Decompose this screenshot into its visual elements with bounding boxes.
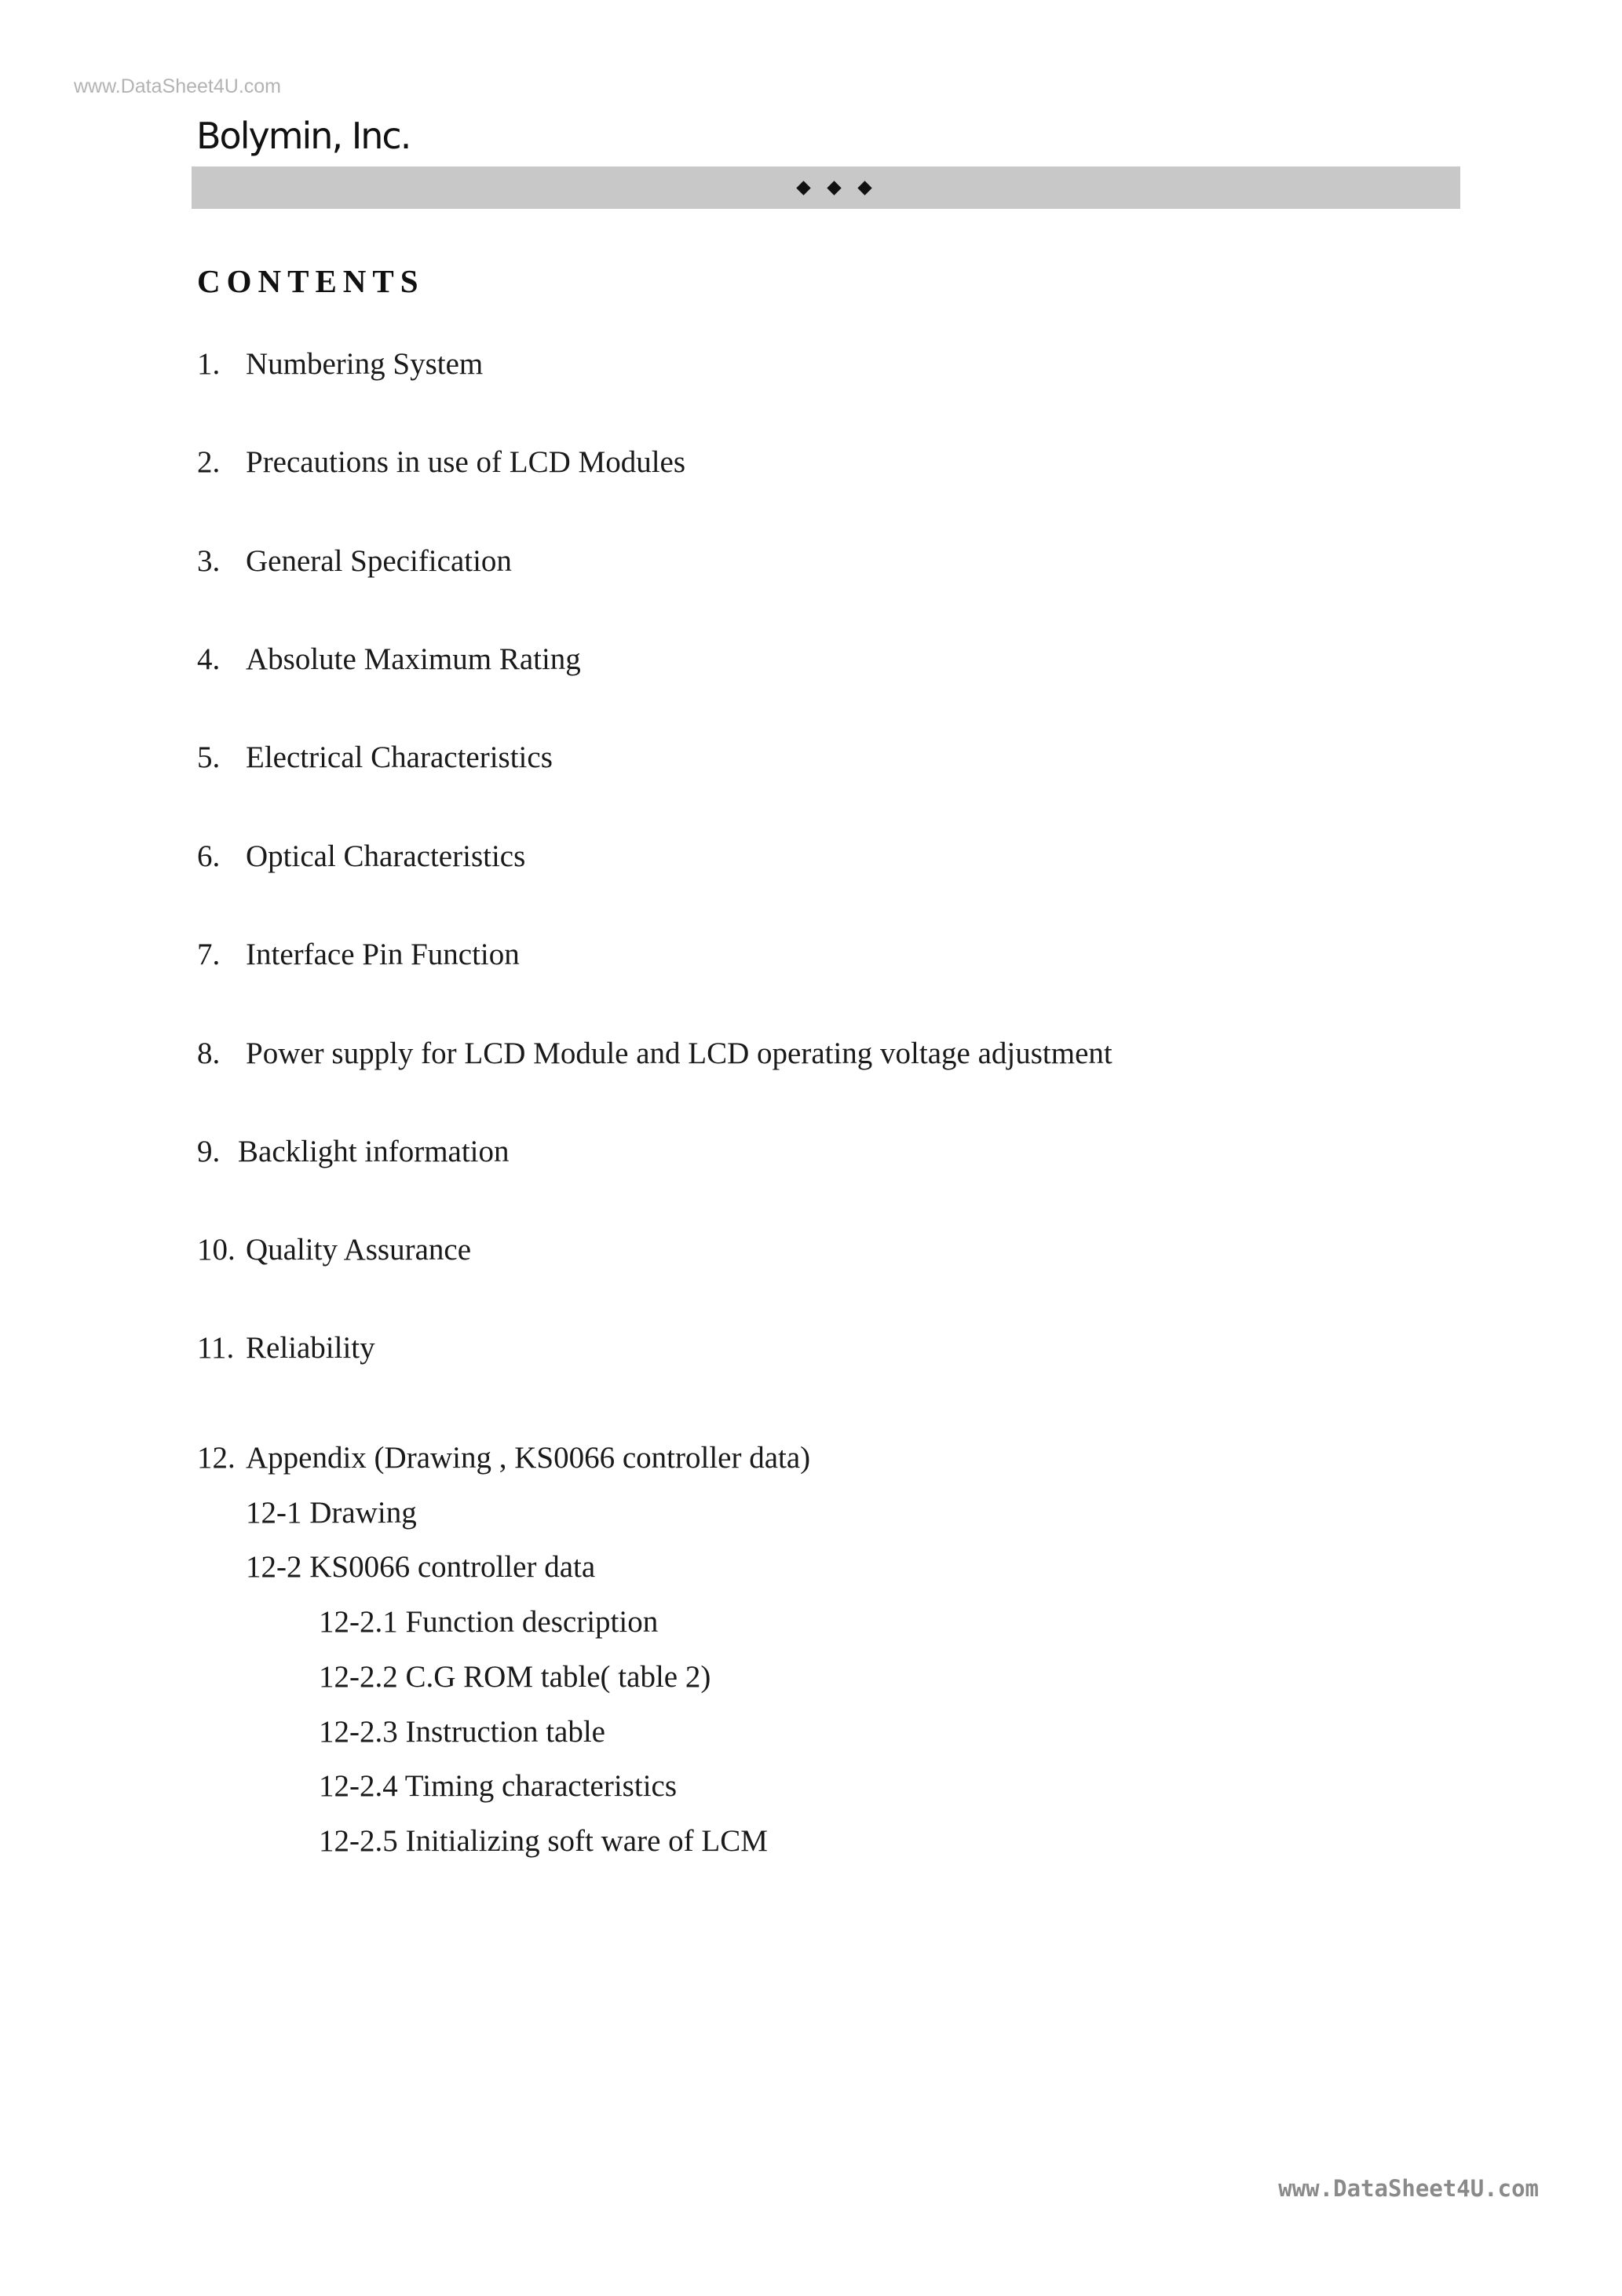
toc-item-title: Quality Assurance: [246, 1233, 472, 1267]
toc-subsubitem-12-2-2: 12-2.2 C.G ROM table( table 2): [319, 1660, 711, 1694]
toc-item-title: Numbering System: [246, 347, 484, 381]
toc-item-number: 10.: [197, 1233, 236, 1267]
toc-item-title: Power supply for LCD Module and LCD operating voltage adjustment: [246, 1036, 1112, 1070]
toc-item-number: 5.: [197, 740, 221, 774]
toc-item-number: 6.: [197, 839, 221, 873]
toc-subsubitem-12-2-5: 12-2.5 Initializing soft ware of LCM: [319, 1824, 768, 1858]
toc-item-6: [197, 839, 525, 874]
toc-item-11: [197, 1330, 375, 1366]
toc-item-3: [197, 543, 512, 579]
toc-item-number: 4.: [197, 642, 221, 676]
toc-subsubitem-12-2-4: 12-2.4 Timing characteristics: [319, 1769, 678, 1803]
toc-item-number: 11.: [197, 1331, 235, 1365]
toc-item-title: Absolute Maximum Rating: [246, 642, 581, 676]
toc-item-number: 12.: [197, 1441, 236, 1475]
toc-item-number: 9.: [197, 1135, 221, 1168]
diamond-icon: [827, 181, 841, 195]
watermark-top: www.DataSheet4U.com: [74, 75, 282, 97]
header-bar: [192, 166, 1460, 209]
toc-item-number: 2.: [197, 445, 221, 479]
diamond-icon: [796, 181, 810, 195]
toc-item-title: General Specification: [246, 544, 512, 578]
company-name: Bolymin, Inc.: [196, 115, 411, 157]
toc-item-12: [197, 1440, 810, 1475]
diamond-icon: [857, 181, 871, 195]
toc-item-10: [197, 1232, 471, 1267]
toc-item-title: Precautions in use of LCD Modules: [246, 445, 686, 479]
toc-item-title: Appendix (Drawing , KS0066 controller data): [246, 1441, 811, 1475]
toc-item-title: Interface Pin Function: [246, 938, 520, 971]
toc-item-number: 3.: [197, 544, 221, 578]
toc-item-7: [197, 937, 520, 972]
diamond-ornament: [192, 166, 1460, 209]
toc-item-title: Backlight information: [238, 1135, 510, 1168]
toc-subitem-12-1: 12-1 Drawing: [246, 1496, 417, 1530]
toc-item-2: [197, 444, 685, 480]
toc-item-number: 7.: [197, 938, 221, 971]
toc-item-5: [197, 740, 553, 775]
toc-item-title: Electrical Characteristics: [246, 740, 553, 774]
contents-heading: CONTENTS: [197, 263, 425, 299]
toc-item-title: Reliability: [246, 1331, 375, 1365]
toc-subsubitem-12-2-3: 12-2.3 Instruction table: [319, 1715, 605, 1749]
toc-item-1: [197, 346, 483, 382]
toc-item-number: 1.: [197, 347, 221, 381]
toc-item-8: [197, 1036, 1112, 1071]
toc-item-4: [197, 642, 581, 677]
watermark-bottom: www.DataSheet4U.com: [1278, 2175, 1539, 2202]
toc-item-number: 8.: [197, 1036, 221, 1070]
toc-item-title: Optical Characteristics: [246, 839, 526, 873]
toc-item-9: [197, 1134, 510, 1169]
toc-subitem-12-2: 12-2 KS0066 controller data: [246, 1550, 596, 1584]
toc-subsubitem-12-2-1: 12-2.1 Function description: [319, 1605, 659, 1639]
